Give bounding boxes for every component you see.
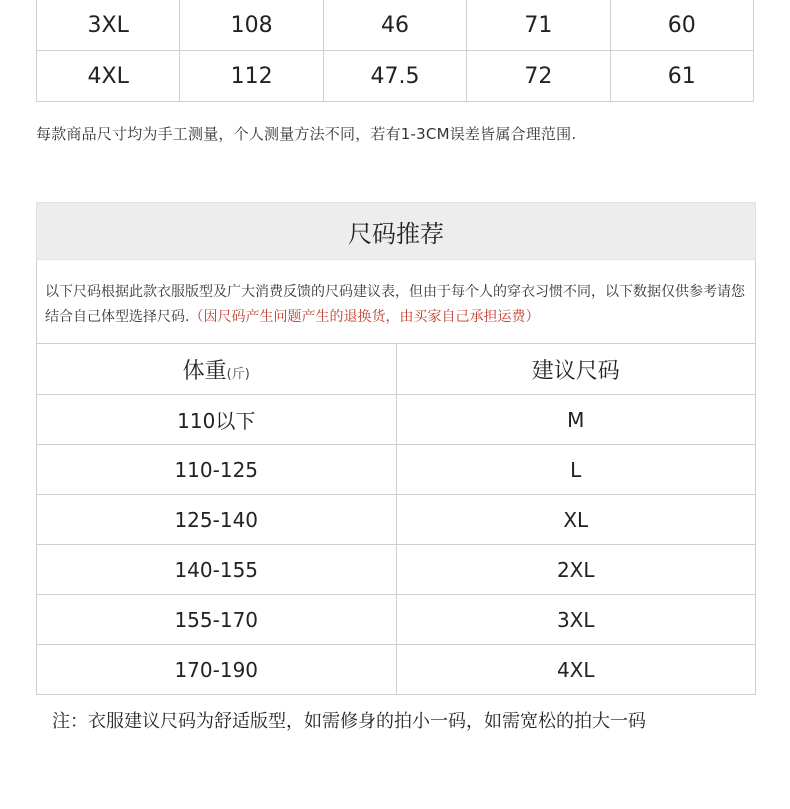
measure-cell: 60	[610, 0, 753, 51]
recommend-description	[36, 260, 756, 343]
weight-unit-label: (斤)	[226, 366, 250, 382]
size-cell: L	[396, 445, 756, 495]
measure-cell: 46	[323, 0, 466, 51]
measure-cell: 71	[467, 0, 610, 51]
weight-cell: 110以下	[37, 395, 397, 445]
measure-cell: 72	[467, 51, 610, 102]
size-cell: M	[396, 395, 756, 445]
table-row	[37, 645, 756, 695]
size-cell: 3XL	[37, 0, 180, 51]
size-column-header: 建议尺码	[396, 344, 756, 395]
table-row	[37, 51, 754, 102]
size-cell: 4XL	[37, 51, 180, 102]
size-cell: XL	[396, 495, 756, 545]
size-cell: 4XL	[396, 645, 756, 695]
measure-cell: 112	[180, 51, 323, 102]
table-row	[37, 395, 756, 445]
weight-cell: 125-140	[37, 495, 397, 545]
table-row	[37, 545, 756, 595]
weight-column-header	[37, 344, 397, 395]
measure-cell: 47.5	[323, 51, 466, 102]
weight-cell: 140-155	[37, 545, 397, 595]
table-row	[37, 495, 756, 545]
measure-cell: 61	[610, 51, 753, 102]
size-cell: 2XL	[396, 545, 756, 595]
table-row	[37, 595, 756, 645]
weight-header-label: 体重	[182, 358, 227, 384]
recommend-description-text: 以下尺码根据此款衣服版型及广大消费反馈的尺码建议表，但由于每个人的穿衣习惯不同，以下数据仅供参考请您结合自己体型选择尺码.	[45, 284, 745, 325]
size-cell: 3XL	[396, 595, 756, 645]
weight-cell: 170-190	[37, 645, 397, 695]
size-chart-table	[36, 0, 754, 102]
measurement-note: 每款商品尺寸均为手工测量，个人测量方法不同，若有1-3CM误差皆属合理范围.	[36, 125, 577, 143]
recommend-title: 尺码推荐	[36, 202, 756, 260]
fit-note: 注：衣服建议尺码为舒适版型，如需修身的拍小一码，如需宽松的拍大一码	[52, 711, 646, 732]
weight-cell: 155-170	[37, 595, 397, 645]
return-policy-warning: （因尺码产生问题产生的退换货，由买家自己承担运费）	[189, 309, 540, 325]
weight-cell: 110-125	[37, 445, 397, 495]
table-row	[37, 445, 756, 495]
measure-cell: 108	[180, 0, 323, 51]
size-recommend-table	[36, 343, 756, 695]
table-row	[37, 0, 754, 51]
table-header-row	[37, 344, 756, 395]
